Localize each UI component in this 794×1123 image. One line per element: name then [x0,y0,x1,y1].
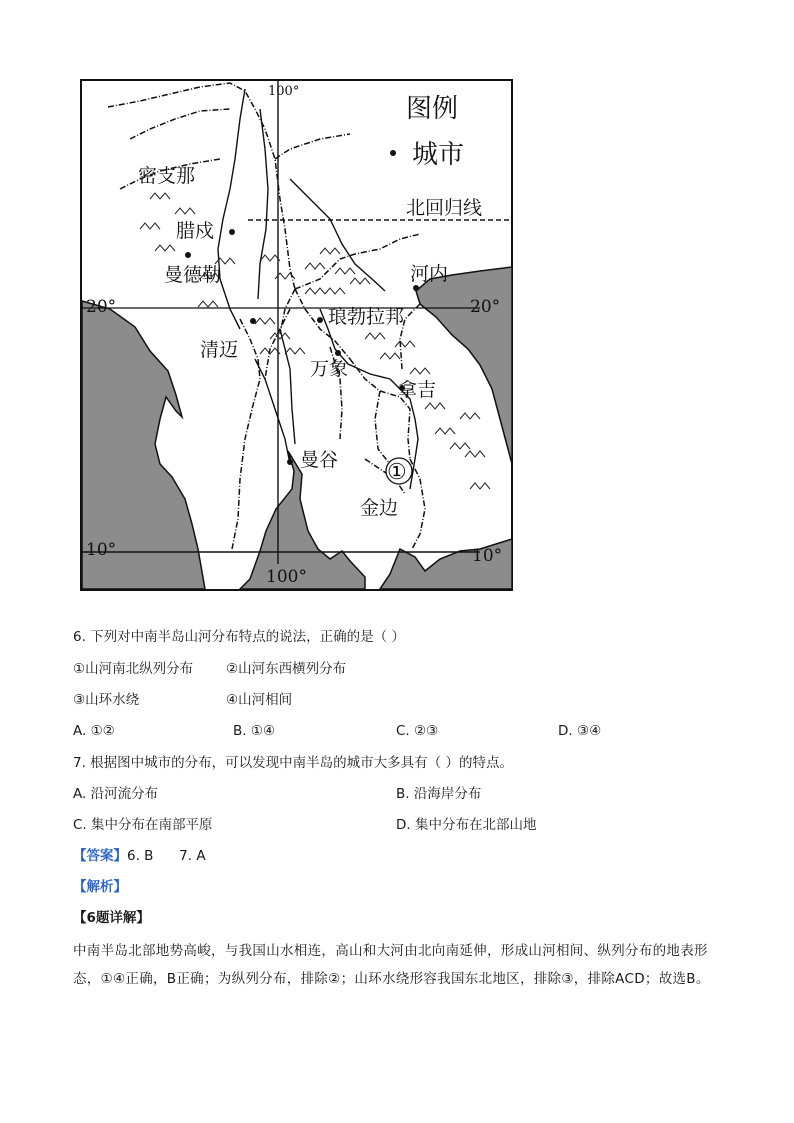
tropic-label: 北回归线 [406,197,483,219]
lat10-right-label: 10° [472,546,503,566]
city-mandalay: 曼德勒 [164,264,222,286]
city-chiangmai: 清迈 [200,339,239,361]
q7-option-c: C. 集中分布在南部平原 [73,817,213,833]
q6-option-d: D. ③④ [558,723,602,739]
answer-tag: 【答案】 [73,848,127,864]
q7-option-b: B. 沿海岸分布 [396,786,482,802]
detail6-tag: 【6题详解】 [73,910,150,926]
q6-option-c: C. ②③ [396,723,439,739]
peninsula-map [80,79,513,591]
lat20-right-label: 20° [470,297,501,317]
q6-option-a: A. ①② [73,723,115,739]
city-myitkyina: 密支那 [138,165,196,187]
detail6-heading [73,908,150,928]
map-svg [80,79,513,591]
q7-option-d: D. 集中分布在北部山地 [396,817,537,833]
city-lashio: 腊戍 [176,220,215,242]
q7-stem: 7. 根据图中城市的分布，可以发现中南半岛的城市大多具有（ ）的特点。 [73,755,513,771]
answer-text: 6. B 7. A [127,848,206,864]
q6-statement-3: ③山环水绕 [73,692,140,708]
city-savannakhet: 拿吉 [398,379,437,401]
lon-top-label: 100° [268,84,300,99]
lat10-left-label: 10° [86,540,117,560]
q6-statement-2: ②山河东西横列分布 [226,661,347,677]
legend-title: 图例 [406,94,459,124]
city-luangprabang: 琅勃拉邦 [328,306,405,328]
q7-option-a: A. 沿河流分布 [73,786,159,802]
answer-line [73,846,206,866]
q6-statement-4: ④山河相间 [226,692,293,708]
region-mark: ① [387,460,407,485]
lat20-left-label: 20° [86,297,117,317]
legend-city: 城市 [412,140,465,170]
city-vientiane: 万象 [310,358,349,380]
city-phnompenh: 金边 [360,497,399,519]
q6-statement-1: ①山河南北纵列分布 [73,661,194,677]
lon-bottom-label: 100° [266,567,307,587]
q6-option-b: B. ①④ [233,723,276,739]
analysis-line [73,877,127,897]
detail6-text: 中南半岛北部地势高峻，与我国山水相连，高山和大河由北向南延伸，形成山河相间、纵列分布的地表形态，①④正确，B正确；为纵列分布，排除②；山环水绕形容我国东北地区，排除③，排除ACD；故选B。 [73,943,710,987]
q6-stem: 6. 下列对中南半岛山河分布特点的说法，正确的是（ ） [73,629,405,645]
analysis-tag: 【解析】 [73,879,127,895]
city-bangkok: 曼谷 [300,449,339,471]
city-hanoi: 河内 [410,263,449,285]
